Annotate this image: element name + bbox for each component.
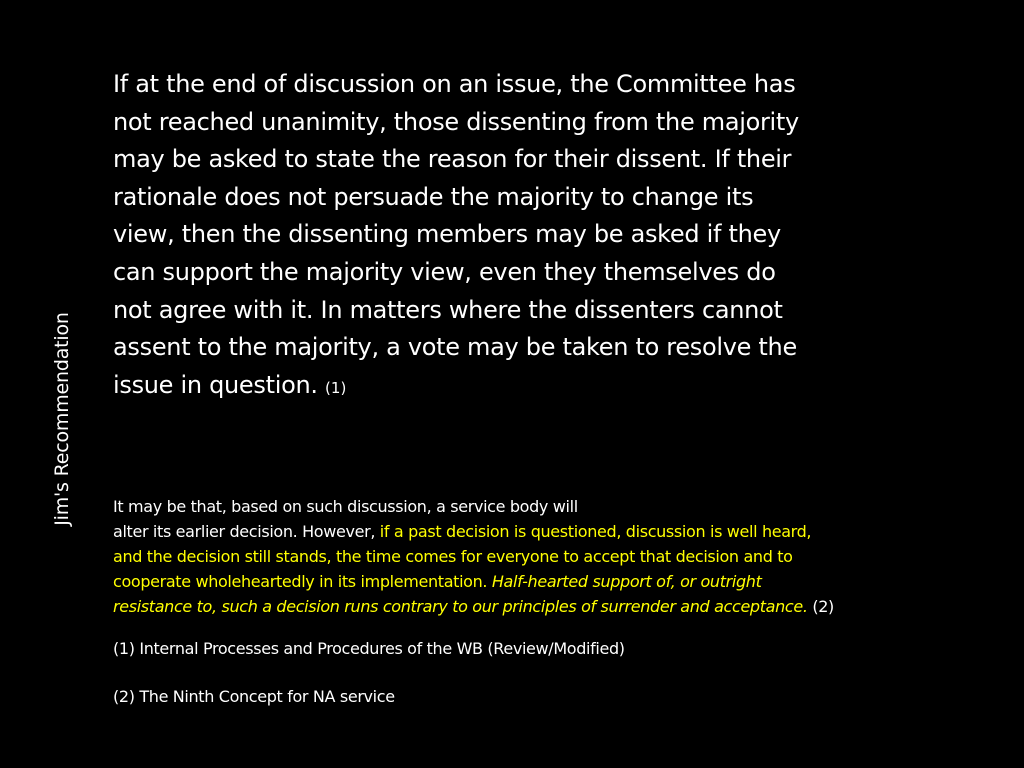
quote-highlight-text: if a past decision is questioned, discussion is well heard, [379,522,812,541]
footnote-2: (2) The Ninth Concept for NA service [113,687,395,706]
quote-line [113,519,993,544]
main-paragraph-last-line [113,367,933,408]
side-title [36,290,88,548]
main-paragraph-line: not reached unanimity, those dissenting from the majority [113,107,799,136]
main-paragraph-line: rationale does not persuade the majority to change its [113,182,754,211]
quote-block [113,494,993,619]
quote-line [113,569,993,594]
main-paragraph-line: view, then the dissenting members may be asked if they [113,220,781,249]
main-paragraph-line: assent to the majority, a vote may be taken to resolve the [113,333,797,362]
quote-italic-text: Half-hearted support of, or outright [491,572,762,591]
quote-italic-text: resistance to, such a decision runs contrary to our principles of surrender and acceptance. [113,597,808,616]
footnote-1: (1) Internal Processes and Procedures of the WB (Review/Modified) [113,639,625,658]
main-paragraph-line-text: issue in question. [113,370,326,399]
quote-plain-text: alter its earlier decision. However, [113,522,380,541]
main-paragraph [113,66,933,407]
main-paragraph-line: If at the end of discussion on an issue, the Committee has [113,70,796,98]
quote-highlight-line: and the decision still stands, the time comes for everyone to accept that decision and to [113,547,793,566]
quote-line: It may be that, based on such discussion, a service body will [113,497,578,516]
main-paragraph-line: can support the majority view, even they themselves do [113,257,776,286]
quote-highlight-text: cooperate wholeheartedly in its implementation. [113,572,492,591]
reference-marker: (2) [807,597,834,616]
main-paragraph-line: may be asked to state the reason for their dissent. If their [113,145,792,174]
side-title-text: Jim's Recommendation [51,312,74,526]
quote-line [113,594,993,619]
reference-marker: (1) [325,378,347,397]
main-paragraph-line: not agree with it. In matters where the dissenters cannot [113,295,783,324]
